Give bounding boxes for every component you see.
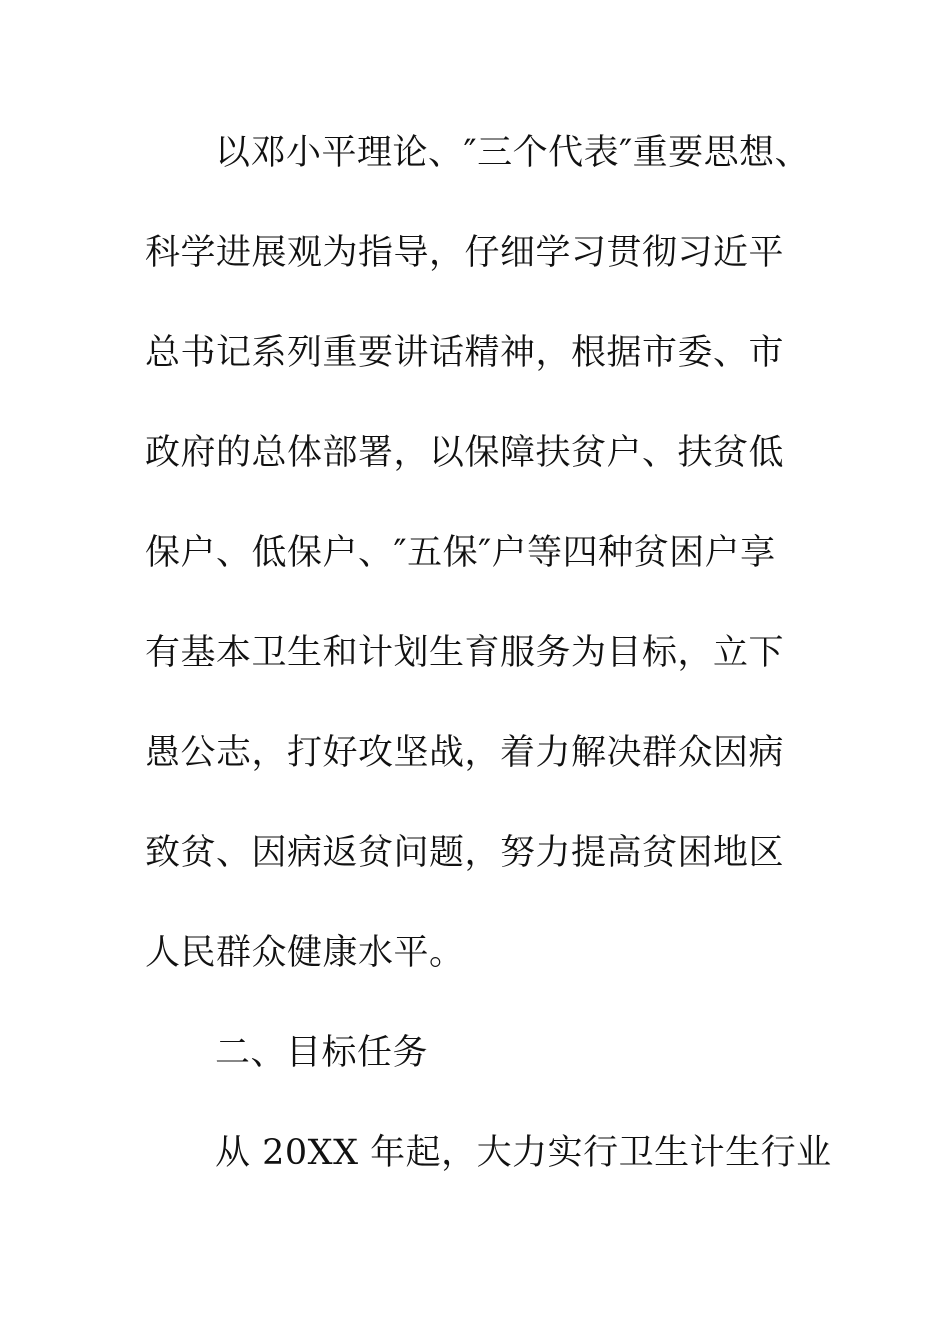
paragraph-1-line-7: 愚公志，打好攻坚战，着力解决群众因病 [145, 733, 785, 773]
section-heading: 二、目标任务 [215, 1033, 429, 1073]
paragraph-1-line-1: 以邓小平理论、″三个代表″重要思想、 [215, 133, 811, 173]
paragraph-1-line-8: 致贫、因病返贫问题，努力提高贫困地区 [145, 833, 785, 873]
paragraph-2-line-1: 从 20XX 年起，大力实行卫生计生行业 [215, 1133, 832, 1173]
paragraph-1-line-5: 保户、低保户、″五保″户等四种贫困户享 [145, 533, 776, 573]
paragraph-1-line-4: 政府的总体部署，以保障扶贫户、扶贫低 [145, 433, 785, 473]
paragraph-1-line-2: 科学进展观为指导，仔细学习贯彻习近平 [145, 233, 785, 273]
paragraph-1-line-3: 总书记系列重要讲话精神，根据市委、市 [145, 333, 785, 373]
paragraph-1-line-6: 有基本卫生和计划生育服务为目标，立下 [145, 633, 785, 673]
paragraph-1-line-9: 人民群众健康水平。 [145, 933, 465, 973]
